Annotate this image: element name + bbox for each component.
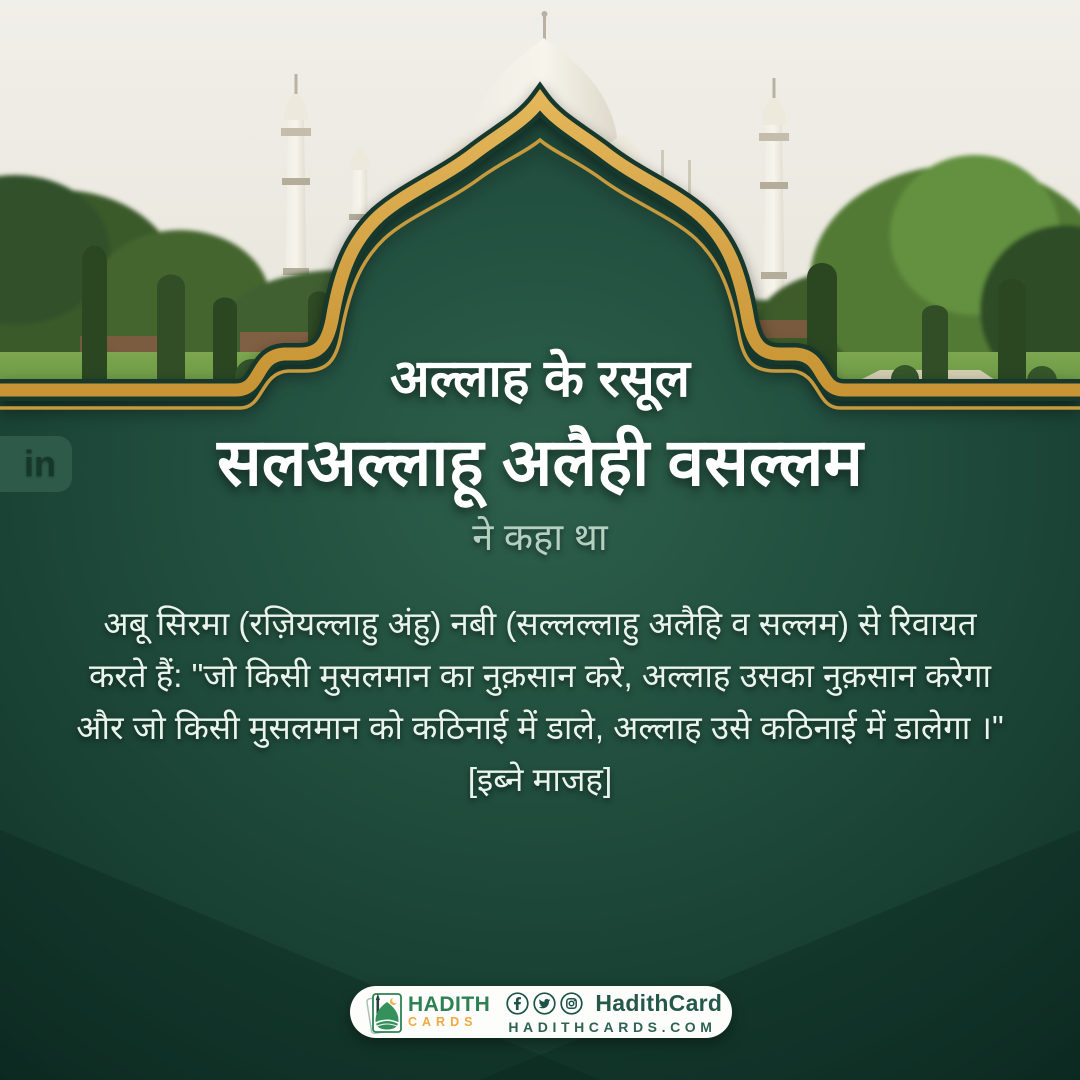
logo-word-cards: CARDS [408,1015,478,1029]
header [0,344,1080,566]
quote-line: करते हैं: "जो किसी मुसलमान का नुक़सान करे, अल्लाह उसका नुक़सान करेगा [88,657,992,694]
quote-line: और जो किसी मुसलमान को कठिनाई में डाले, अल्लाह उसे कठिनाई में डालेगा ।" [76,709,1004,746]
logo-wordmark [408,994,490,1030]
instagram-icon [560,992,583,1015]
subtitle: ने कहा था [472,517,608,559]
quote-source: [इब्ने माजह] [467,761,613,798]
social-row [506,990,722,1017]
hadith-cards-logo [362,988,490,1036]
facebook-icon [506,992,529,1015]
title-line2: सलअल्लाहू अलैही वसल्लम [217,425,863,499]
logo-word-hadith: HADITH [408,993,491,1016]
title-line1: अल्लाह के रसूल [389,350,691,408]
twitter-icon [533,992,556,1015]
quote-line: अबू सिरमा (रज़ियल्लाहु अंहु) नबी (सल्लल्लाहु अलैहि व सल्लम) से रिवायत [103,605,977,642]
social-block [506,990,722,1035]
social-handle: HadithCard [595,989,723,1016]
footer-bar [350,986,732,1038]
website-url: HADITHCARDS.COM [508,1018,717,1035]
linkedin-in-icon: in [24,443,56,484]
mosque-cards-logo-icon [362,988,406,1036]
hadith-quote [0,598,1080,806]
